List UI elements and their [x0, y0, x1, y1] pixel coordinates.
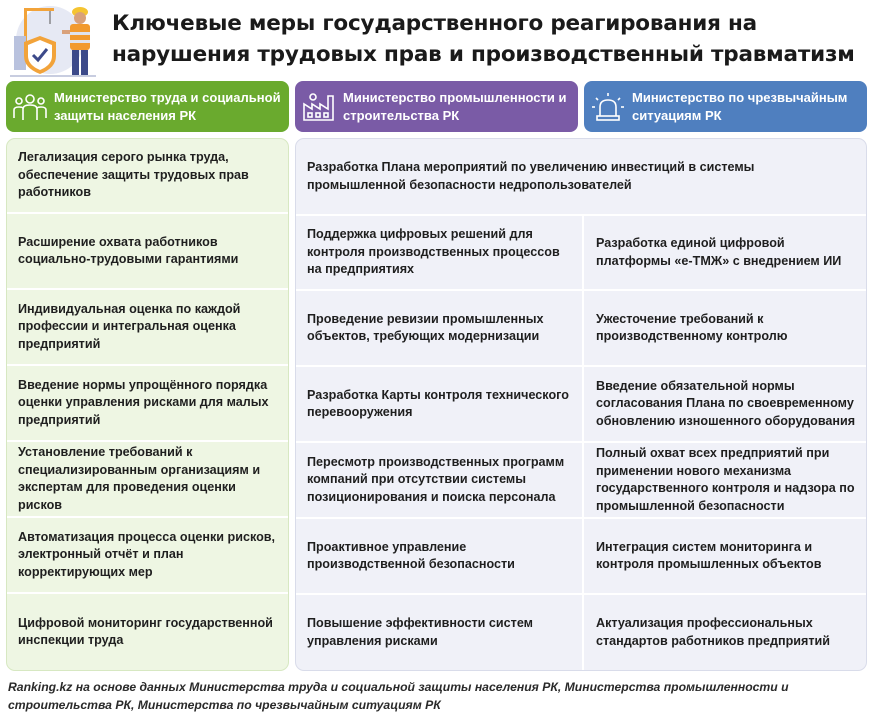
industry-measure-6: Повышение эффективности систем управления рисками: [307, 616, 533, 648]
industry-measure-2: Проведение ревизии промышленных объектов, требующих модернизации: [307, 311, 544, 343]
factory-icon: [295, 81, 343, 132]
people-icon: [6, 81, 54, 132]
column-header-industry: [295, 81, 578, 132]
emergency-measure-5: Интеграция систем мониторинга и контроля промышленных объектов: [596, 539, 822, 571]
labor-measure-3: Индивидуальная оценка по каждой профессии и интегральная оценка предприятий: [18, 301, 241, 351]
column-header-label: Министерство промышленности и строительства РК: [343, 89, 567, 123]
labor-measure-1: Легализация серого рынка труда, обеспечение защиты трудовых прав работников: [18, 150, 249, 200]
emergency-measure-2: Ужесточение требований к производственному контролю: [596, 311, 788, 343]
labor-measure-2: Расширение охвата работников социально-трудовыми гарантиями: [18, 234, 239, 266]
siren-icon: [584, 81, 632, 132]
column-header-labor: [6, 81, 289, 132]
shared-measure: Разработка Плана мероприятий по увеличению инвестиций в системы промышленной безопасности недропользователей: [307, 160, 755, 192]
labor-measure-6: Автоматизация процесса оценки рисков, электронный отчёт и план корректирующих мер: [18, 529, 276, 579]
page-title: Ключевые меры государственного реагирования на нарушения трудовых прав и производственный травматизм: [112, 11, 855, 67]
labor-measure-5: Установление требований к специализированным организациям и экспертам для проведения оценки рисков: [18, 445, 261, 512]
column-header-label: Министерство по чрезвычайным ситуациям РК: [632, 89, 848, 123]
industry-measure-1: Поддержка цифровых решений для контроля производственных процессов на предприятиях: [307, 227, 560, 277]
source-note: Ranking.kz на основе данных Министерства труда и социальной защиты населения РК, Министерства промышленности и строительства РК, Министерства по чрезвычайным ситуациям РК: [8, 680, 789, 712]
emergency-measure-4: Полный охват всех предприятий при применении нового механизма государственного контроля и надзора по промышленной безопасности: [596, 446, 855, 513]
industry-measure-4: Пересмотр производственных программ компаний при отсутствии системы позиционирования и поиска персонала: [307, 454, 565, 504]
labor-measure-7: Цифровой мониторинг государственной инспекции труда: [18, 615, 273, 647]
labor-measure-4: Введение нормы упрощённого порядка оценки управления рисками для малых предприятий: [18, 377, 269, 427]
emergency-measure-3: Введение обязательной нормы согласования Плана по своевременному обновлению изношенного оборудования: [596, 378, 856, 428]
industry-measure-3: Разработка Карты контроля технического перевооружения: [307, 387, 569, 419]
column-header-label: Министерство труда и социальной защиты населения РК: [54, 89, 281, 123]
industry-measure-5: Проактивное управление производственной безопасности: [307, 539, 515, 571]
emergency-measure-6: Актуализация профессиональных стандартов работников предприятий: [596, 616, 831, 648]
logo-worker-shield-icon: [6, 2, 98, 80]
column-header-emergency: [584, 81, 867, 132]
emergency-measure-1: Разработка единой цифровой платформы «е-ТМЖ» с внедрением ИИ: [596, 236, 842, 268]
